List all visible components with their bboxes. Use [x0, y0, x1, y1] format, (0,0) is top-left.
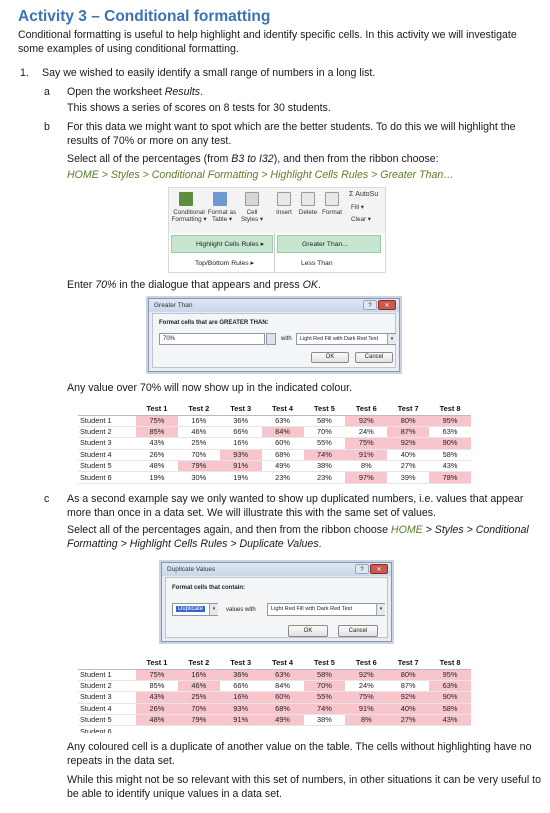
- table-header-row: [78, 657, 471, 669]
- range-picker-icon[interactable]: [266, 333, 276, 345]
- row-label: Student 2: [78, 426, 136, 437]
- table-cell[interactable]: 58%: [429, 703, 471, 714]
- table-cell[interactable]: 40%: [387, 703, 429, 714]
- column-header: Test 3: [220, 657, 262, 669]
- table-cell[interactable]: 90%: [429, 438, 471, 449]
- table-cell[interactable]: 30%: [178, 472, 220, 483]
- table-cell[interactable]: 70%: [304, 680, 346, 691]
- chevron-right-icon: ▸: [260, 241, 265, 248]
- cell-styles-icon[interactable]: [245, 192, 259, 206]
- column-header: Test 6: [345, 657, 387, 669]
- table-cell[interactable]: 60%: [262, 438, 304, 449]
- table-cell[interactable]: 66%: [220, 680, 262, 691]
- intro-paragraph: Conditional formatting is useful to help highlight and identify specific cells. In this activity we will investigate some examples of using conditional formatting.: [18, 29, 517, 56]
- submenu-item-less-than[interactable]: Less Than: [301, 260, 333, 267]
- dialog-body: [152, 313, 396, 368]
- table-cell[interactable]: 40%: [387, 449, 429, 460]
- table-cell[interactable]: 75%: [345, 438, 387, 449]
- results-table-greater-than: [78, 403, 471, 484]
- format-button[interactable]: Format: [322, 209, 342, 216]
- table-cell[interactable]: 79%: [178, 715, 220, 726]
- row-label: Student 5: [78, 715, 136, 726]
- table-cell[interactable]: 85%: [136, 426, 178, 437]
- fill-button[interactable]: Fill ▾: [351, 204, 364, 211]
- dialog-title: Duplicate Values: [162, 563, 391, 576]
- substep-b-result: Any value over 70% will now show up in the indicated colour.: [67, 382, 353, 394]
- conditional-formatting-menu: [169, 233, 275, 273]
- step-number: 1.: [20, 67, 29, 79]
- column-header: Test 7: [387, 403, 429, 415]
- table-cell[interactable]: 24%: [345, 426, 387, 437]
- table-cell[interactable]: 16%: [178, 415, 220, 426]
- insert-button[interactable]: Insert: [276, 209, 292, 216]
- table-cell[interactable]: 58%: [429, 449, 471, 460]
- table-cell[interactable]: 26%: [136, 449, 178, 460]
- table-cell[interactable]: 97%: [345, 472, 387, 483]
- table-cell[interactable]: 63%: [262, 415, 304, 426]
- cell-styles-button[interactable]: Cell Styles ▾: [240, 209, 264, 224]
- substep-b-text: For this data we might want to spot which are the better students. To do this we will highlight the results of 70% or more on any test.: [67, 121, 516, 148]
- substep-c-text: As a second example say we only wanted to show up duplicated numbers, i.e. values that appear more than once in a data set. We will illustrate this with the same set of values.: [67, 493, 524, 520]
- table-cell[interactable]: 75%: [345, 692, 387, 703]
- table-cell[interactable]: 63%: [429, 680, 471, 691]
- table-cell[interactable]: 75%: [136, 415, 178, 426]
- table-cell[interactable]: 8%: [345, 715, 387, 726]
- table-cell[interactable]: 66%: [220, 426, 262, 437]
- ribbon-screenshot: [168, 187, 386, 273]
- dialog-title: Greater Than: [149, 299, 399, 312]
- substep-a-text2: This shows a series of scores on 8 tests for 30 students.: [67, 102, 331, 114]
- highlight-cells-submenu: [275, 233, 386, 273]
- column-header: Test 3: [220, 403, 262, 415]
- table-cell[interactable]: 84%: [262, 680, 304, 691]
- menu-item-top-bottom-rules[interactable]: Top/Bottom Rules ▸: [195, 260, 254, 267]
- table-cell[interactable]: 68%: [262, 703, 304, 714]
- duplicate-type-select[interactable]: Duplicate: [172, 603, 218, 616]
- chevron-down-icon[interactable]: ▾: [387, 334, 396, 344]
- results-table-duplicates: [78, 657, 471, 733]
- column-header: Test 4: [262, 403, 304, 415]
- table-cell[interactable]: 43%: [136, 692, 178, 703]
- close-button[interactable]: ✕: [370, 564, 388, 574]
- table-header-row: [78, 403, 471, 415]
- table-cell[interactable]: 49%: [262, 715, 304, 726]
- table-cell[interactable]: 43%: [136, 438, 178, 449]
- table-cell[interactable]: 87%: [387, 426, 429, 437]
- column-header: Test 2: [178, 657, 220, 669]
- column-header: Test 5: [304, 403, 346, 415]
- table-cell[interactable]: 90%: [429, 692, 471, 703]
- table-cell[interactable]: 26%: [136, 703, 178, 714]
- row-label: Student 6: [78, 726, 136, 733]
- format-as-table-icon[interactable]: [213, 192, 227, 206]
- table-row: [78, 426, 471, 437]
- table-clip: [78, 657, 473, 733]
- table-cell[interactable]: 74%: [304, 703, 346, 714]
- table-cell[interactable]: 92%: [345, 669, 387, 680]
- row-label: Student 6: [78, 472, 136, 483]
- ok-button[interactable]: OK: [311, 352, 349, 363]
- table-cell[interactable]: 58%: [304, 415, 346, 426]
- table-cell[interactable]: 49%: [262, 461, 304, 472]
- table-cell[interactable]: 8%: [345, 461, 387, 472]
- dialog-label: Format cells that are GREATER THAN:: [159, 320, 269, 326]
- clear-button[interactable]: Clear ▾: [351, 216, 371, 223]
- cancel-button[interactable]: Cancel: [355, 352, 393, 363]
- substep-b-enter: Enter 70% in the dialogue that appears and press OK.: [67, 279, 321, 291]
- table-cell[interactable]: 91%: [220, 715, 262, 726]
- table-cell[interactable]: 80%: [387, 669, 429, 680]
- autosum-button[interactable]: Σ AutoSu: [349, 191, 379, 198]
- table-row: [78, 692, 471, 703]
- table-row: [78, 715, 471, 726]
- table-cell[interactable]: 95%: [429, 415, 471, 426]
- table-cell[interactable]: 68%: [262, 449, 304, 460]
- header-corner-cell: [78, 403, 136, 415]
- substep-b-select: Select all of the percentages (from B3 to I32), and then from the ribbon choose:: [67, 153, 439, 165]
- table-cell[interactable]: 25%: [178, 438, 220, 449]
- table-cell[interactable]: 38%: [304, 715, 346, 726]
- table-cell[interactable]: 79%: [178, 461, 220, 472]
- table-row: [78, 438, 471, 449]
- table-row: [78, 472, 471, 483]
- greater-than-value-input[interactable]: 70%: [159, 333, 265, 345]
- table-cell[interactable]: 27%: [387, 715, 429, 726]
- table-row: [78, 461, 471, 472]
- step1-text: Say we wished to easily identify a small range of numbers in a long list.: [42, 67, 376, 79]
- submenu-item-greater-than[interactable]: Greater Than...: [277, 235, 381, 253]
- table-cell[interactable]: 58%: [304, 669, 346, 680]
- page-title: Activity 3 – Conditional formatting: [18, 8, 271, 25]
- table-cell[interactable]: 46%: [178, 680, 220, 691]
- format-icon[interactable]: [325, 192, 339, 206]
- table-cell[interactable]: 75%: [136, 669, 178, 680]
- column-header: Test 1: [136, 657, 178, 669]
- with-label: with: [281, 336, 292, 342]
- chevron-down-icon[interactable]: ▾: [376, 604, 385, 615]
- format-as-table-button[interactable]: Format as Table ▾: [207, 209, 237, 224]
- table-cell[interactable]: 43%: [429, 461, 471, 472]
- table-cell[interactable]: 91%: [345, 449, 387, 460]
- column-header: Test 1: [136, 403, 178, 415]
- table-cell[interactable]: 16%: [220, 438, 262, 449]
- insert-icon[interactable]: [277, 192, 291, 206]
- table-cell[interactable]: 43%: [429, 715, 471, 726]
- table-cell[interactable]: 27%: [387, 461, 429, 472]
- table-cell[interactable]: 16%: [220, 692, 262, 703]
- table-cell[interactable]: 95%: [429, 669, 471, 680]
- delete-button[interactable]: Delete: [298, 209, 318, 216]
- table-cell[interactable]: 63%: [262, 669, 304, 680]
- column-header: Test 4: [262, 657, 304, 669]
- format-select[interactable]: Light Red Fill with Dark Red Text: [267, 603, 385, 616]
- table-cell[interactable]: 55%: [304, 692, 346, 703]
- table-cell[interactable]: 55%: [304, 438, 346, 449]
- table-row: [78, 669, 471, 680]
- column-header: Test 2: [178, 403, 220, 415]
- substep-a-label: a: [44, 86, 50, 98]
- row-label: Student 3: [78, 692, 136, 703]
- table-cell[interactable]: 38%: [304, 461, 346, 472]
- dialog-body: [165, 577, 388, 638]
- table-cell[interactable]: 36%: [220, 669, 262, 680]
- format-select[interactable]: Light Red Fill with Dark Red Text: [296, 333, 396, 345]
- header-corner-cell: [78, 657, 136, 669]
- column-header: Test 8: [429, 657, 471, 669]
- table-cell[interactable]: 60%: [262, 692, 304, 703]
- row-label: Student 5: [78, 461, 136, 472]
- table-cell[interactable]: 25%: [178, 692, 220, 703]
- table-row-partial: [78, 726, 471, 733]
- substep-a-text: Open the worksheet Results.: [67, 86, 204, 98]
- values-with-label: values with: [226, 607, 256, 613]
- substep-c-select: Select all of the percentages again, and then from the ribbon choose HOME > Styles > Conditional Formatting > Highlight Cells Rules > Duplicate Values.: [67, 524, 529, 551]
- close-button[interactable]: ✕: [378, 300, 396, 310]
- dialog-label: Format cells that contain:: [172, 585, 246, 591]
- delete-icon[interactable]: [301, 192, 315, 206]
- table-cell[interactable]: 23%: [304, 472, 346, 483]
- table-cell[interactable]: 36%: [220, 415, 262, 426]
- table-cell[interactable]: 91%: [220, 461, 262, 472]
- column-header: Test 6: [345, 403, 387, 415]
- row-label: Student 4: [78, 703, 136, 714]
- table-cell[interactable]: 19%: [220, 472, 262, 483]
- cancel-button[interactable]: Cancel: [338, 625, 378, 637]
- conditional-formatting-icon[interactable]: [179, 192, 193, 206]
- table-cell[interactable]: 93%: [220, 449, 262, 460]
- conditional-formatting-button[interactable]: Conditional Formatting ▾: [171, 209, 207, 224]
- substep-c-result2: While this might not be so relevant with this set of numbers, in other situations it can be very useful to be able to identify unique values in a data set.: [67, 774, 542, 801]
- table-cell[interactable]: 84%: [262, 426, 304, 437]
- table-row: [78, 449, 471, 460]
- table-cell[interactable]: 93%: [220, 703, 262, 714]
- substep-c-result1: Any coloured cell is a duplicate of another value on the table. The cells without highlighting have no repeats in the data set.: [67, 741, 532, 768]
- table-row: [78, 703, 471, 714]
- table-cell[interactable]: 80%: [387, 415, 429, 426]
- table-cell[interactable]: 85%: [136, 680, 178, 691]
- help-button[interactable]: ?: [363, 300, 377, 310]
- table-cell[interactable]: 46%: [178, 426, 220, 437]
- table-row: [78, 415, 471, 426]
- table-cell[interactable]: 39%: [387, 472, 429, 483]
- row-label: Student 4: [78, 449, 136, 460]
- table-cell[interactable]: 92%: [345, 415, 387, 426]
- sigma-icon: Σ: [349, 191, 356, 198]
- help-button[interactable]: ?: [355, 564, 369, 574]
- duplicate-values-dialog: [161, 562, 392, 642]
- table-cell[interactable]: 74%: [304, 449, 346, 460]
- table-cell[interactable]: 78%: [429, 472, 471, 483]
- table-cell[interactable]: 23%: [262, 472, 304, 483]
- table-cell[interactable]: 92%: [387, 438, 429, 449]
- table-row: [78, 680, 471, 691]
- table-cell[interactable]: 91%: [345, 703, 387, 714]
- column-header: Test 8: [429, 403, 471, 415]
- table-cell[interactable]: 70%: [178, 703, 220, 714]
- ribbon-path-b: HOME > Styles > Conditional Formatting > Highlight Cells Rules > Greater Than…: [67, 169, 454, 181]
- table-cell[interactable]: 16%: [178, 669, 220, 680]
- row-label: Student 1: [78, 415, 136, 426]
- table-cell[interactable]: 70%: [178, 449, 220, 460]
- chevron-down-icon[interactable]: ▾: [209, 604, 218, 615]
- substep-b-label: b: [44, 121, 50, 133]
- ok-button[interactable]: OK: [288, 625, 328, 637]
- table-cell[interactable]: 92%: [387, 692, 429, 703]
- table-cell[interactable]: 63%: [429, 426, 471, 437]
- menu-item-highlight-cells-rules[interactable]: Highlight Cells Rules ▸: [171, 235, 273, 253]
- chevron-right-icon: ▸: [250, 260, 254, 267]
- row-label: Student 3: [78, 438, 136, 449]
- row-label: Student 2: [78, 680, 136, 691]
- table-cell[interactable]: 19%: [136, 472, 178, 483]
- table-cell[interactable]: 24%: [345, 680, 387, 691]
- substep-c-label: c: [44, 493, 50, 505]
- column-header: Test 7: [387, 657, 429, 669]
- row-label: Student 1: [78, 669, 136, 680]
- table-cell[interactable]: 87%: [387, 680, 429, 691]
- table-cell[interactable]: 48%: [136, 461, 178, 472]
- table-cell[interactable]: 70%: [304, 426, 346, 437]
- greater-than-dialog: [148, 298, 400, 372]
- table-cell[interactable]: 48%: [136, 715, 178, 726]
- column-header: Test 5: [304, 657, 346, 669]
